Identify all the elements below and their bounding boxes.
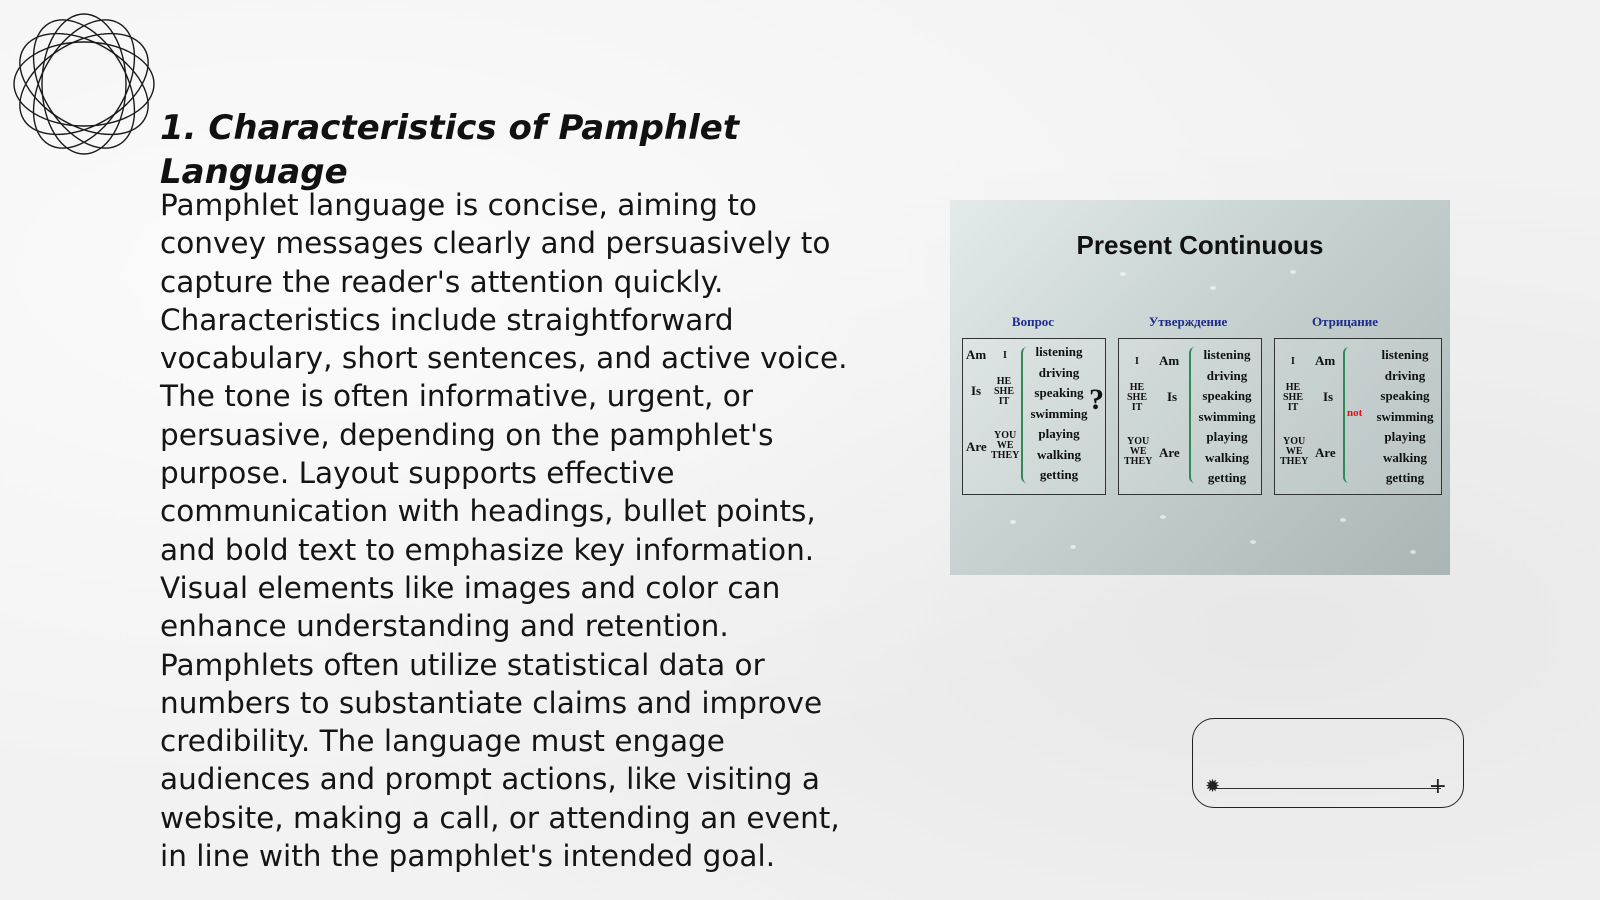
negative-table — [1274, 338, 1442, 495]
question-table — [962, 338, 1106, 495]
pronoun-she: SHE — [1127, 392, 1148, 403]
verb-list — [1025, 342, 1093, 486]
pronoun-we: WE — [1129, 446, 1147, 457]
verb-item: swimming — [1030, 405, 1088, 421]
verb-item: driving — [1384, 367, 1426, 383]
pronoun-group-he-she-it — [994, 377, 1014, 407]
pronoun-we: WE — [996, 440, 1014, 451]
verb-item: listening — [1035, 344, 1083, 359]
pronoun-it: IT — [1287, 402, 1299, 413]
pronoun-group-he-she-it — [1283, 383, 1303, 413]
pronoun-it: IT — [1131, 402, 1143, 413]
pronoun-he: HE — [996, 376, 1012, 387]
sparkle-icon: ✹ — [1205, 776, 1221, 797]
verb-item: getting — [1385, 470, 1425, 485]
pronoun-you: YOU — [994, 430, 1017, 441]
pronoun-you: YOU — [1283, 436, 1306, 447]
pronoun-they: THEY — [991, 450, 1020, 461]
pronoun-group-you-we-they — [991, 431, 1019, 461]
pronoun-i: I — [1003, 350, 1007, 361]
pronoun-they: THEY — [1124, 456, 1153, 467]
verb-item: listening — [1203, 347, 1251, 362]
verb-item: speaking — [1034, 385, 1084, 400]
verb-item: walking — [1204, 449, 1250, 465]
aux-is: Is — [1167, 389, 1178, 404]
verb-item: driving — [1038, 364, 1080, 380]
verb-list — [1193, 345, 1261, 489]
pronoun-it: IT — [998, 396, 1010, 407]
verb-item: speaking — [1202, 388, 1252, 403]
negation-word: not — [1347, 407, 1363, 419]
verb-item: playing — [1206, 429, 1248, 444]
verb-item: walking — [1382, 449, 1428, 465]
circle-ring-ornament-icon — [10, 10, 158, 158]
verb-item: swimming — [1198, 408, 1256, 424]
verb-item: speaking — [1380, 388, 1430, 403]
slide-body-text: Pamphlet language is concise, aiming to convey messages clearly and persuasively to capture the reader's attention quickly. Characteristics include straightforward vocabulary, short sentences, and active voice. The tone is often informative, urgent, or persuasive, depending on the pamphlet's purpose. Layout supports effective communication with headings, bullet points, and bold text to emphasize key information. Visual elements like images and color can enhance understanding and retention. Pamphlets often utilize statistical data or numbers to substantiate claims and improve credibility. The language must engage audiences and prompt actions, like visiting a website, making a call, or attending an event, in line with the pamphlet's intended goal. — [160, 188, 848, 874]
verb-list — [1371, 345, 1439, 489]
image-title: Present Continuous — [1076, 230, 1324, 260]
aux-are: Are — [1159, 445, 1180, 460]
present-continuous-image — [950, 200, 1450, 575]
aux-am: Am — [966, 347, 987, 362]
pronoun-i: I — [1135, 356, 1139, 367]
pronoun-i: I — [1291, 356, 1295, 367]
plus-icon: + — [1428, 774, 1447, 799]
aux-am: Am — [1315, 353, 1336, 368]
slide-title: 1. Characteristics of Pamphlet Language — [160, 108, 740, 192]
column-header-question: Вопрос — [1011, 314, 1055, 329]
verb-item: playing — [1384, 429, 1426, 444]
pronoun-we: WE — [1285, 446, 1303, 457]
verb-item: getting — [1039, 467, 1079, 482]
column-header-negative: Отрицание — [1311, 314, 1379, 329]
pronoun-she: SHE — [1283, 392, 1304, 403]
pronoun-you: YOU — [1127, 436, 1150, 447]
pronoun-group-you-we-they — [1280, 437, 1308, 467]
pronoun-group-he-she-it — [1127, 383, 1147, 413]
aux-are: Are — [1315, 445, 1336, 460]
pronoun-he: HE — [1285, 382, 1301, 393]
pronoun-group-you-we-they — [1124, 437, 1152, 467]
decorative-callout-box — [1192, 718, 1464, 808]
verb-item: walking — [1036, 446, 1082, 462]
verb-item: playing — [1038, 426, 1080, 441]
verb-item: getting — [1207, 470, 1247, 485]
pronoun-she: SHE — [994, 386, 1015, 397]
aux-is: Is — [1323, 389, 1334, 404]
pronoun-he: HE — [1129, 382, 1145, 393]
verb-item: swimming — [1376, 408, 1434, 424]
pronoun-they: THEY — [1280, 456, 1309, 467]
aux-is: Is — [971, 383, 982, 398]
affirmative-table — [1118, 338, 1262, 495]
aux-am: Am — [1159, 353, 1180, 368]
verb-item: driving — [1206, 367, 1248, 383]
callout-divider-line — [1215, 788, 1441, 789]
question-mark: ? — [1089, 383, 1104, 416]
column-header-affirmative: Утверждение — [1148, 314, 1228, 329]
aux-are: Are — [966, 439, 987, 454]
verb-item: listening — [1381, 347, 1429, 362]
